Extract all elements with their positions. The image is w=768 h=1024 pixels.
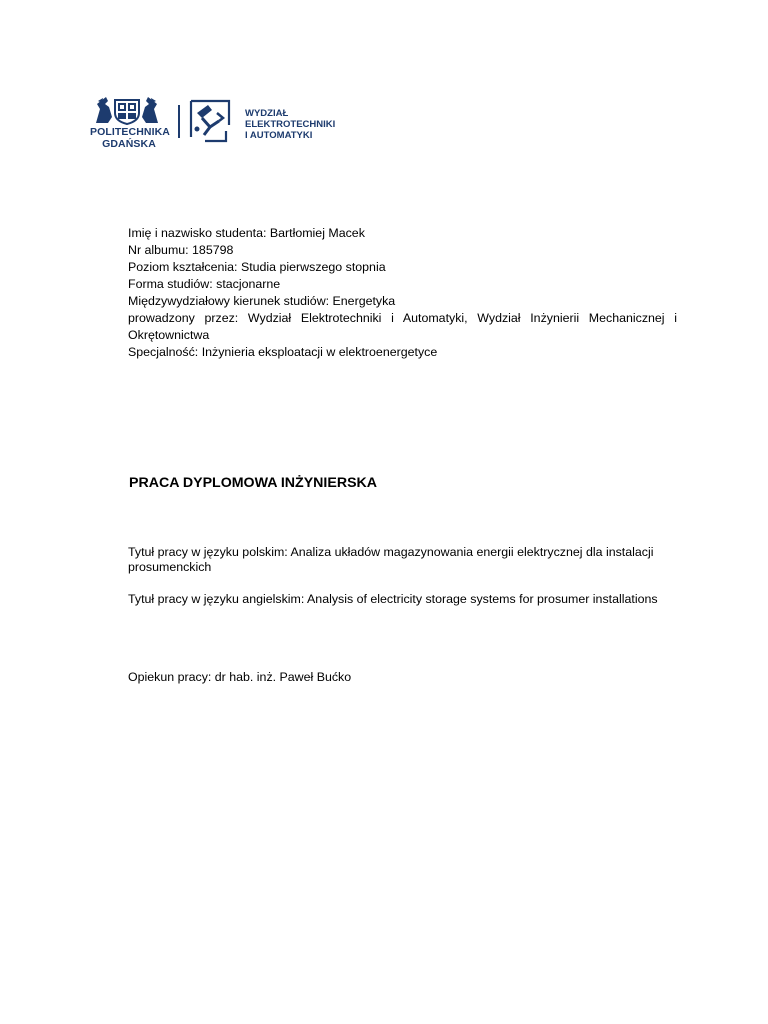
faculty-name-line2: ELEKTROTECHNIKI <box>245 119 336 130</box>
faculty-name-line1: WYDZIAŁ <box>245 108 289 119</box>
student-name: Imię i nazwisko studenta: Bartłomiej Macek <box>128 226 365 240</box>
university-crest-icon <box>94 95 160 125</box>
album-number: Nr albumu: 185798 <box>128 243 234 257</box>
thesis-titles-section <box>128 545 677 607</box>
thesis-title-english: Tytuł pracy w języku angielskim: Analysis of electricity storage systems for prosumer installations <box>128 592 658 606</box>
faculty-logo-text <box>245 108 335 141</box>
university-name-line2: GDAŃSKA <box>102 137 156 150</box>
field-of-study: Międzywydziałowy kierunek studiów: Energetyka <box>128 294 396 308</box>
thesis-title-polish: Tytuł pracy w języku polskim: Analiza układów magazynowania energii elektrycznej dla instalacji prosumenckich <box>128 545 654 574</box>
thesis-type-heading: PRACA DYPLOMOWA INŻYNIERSKA <box>129 475 378 491</box>
conducted-by-line2: Okrętownictwa <box>128 328 210 342</box>
thesis-supervisor: Opiekun pracy: dr hab. inż. Paweł Bućko <box>128 670 352 684</box>
logo-divider <box>178 105 180 138</box>
university-name-line1: POLITECHNIKA <box>90 126 170 138</box>
specialty: Specjalność: Inżynieria eksploatacji w elektroenergetyce <box>128 345 438 359</box>
student-info-section <box>128 225 677 361</box>
faculty-name-line3: I AUTOMATYKI <box>245 130 313 141</box>
study-level: Poziom kształcenia: Studia pierwszego stopnia <box>128 260 386 274</box>
conducted-by-line1: prowadzony przez: Wydział Elektrotechniki i Automatyki, Wydział Inżynierii Mechanicznej i <box>128 311 677 325</box>
header-logos <box>90 95 340 155</box>
university-logo-text <box>90 127 168 150</box>
faculty-emblem-icon <box>188 99 232 143</box>
study-form: Forma studiów: stacjonarne <box>128 277 281 291</box>
